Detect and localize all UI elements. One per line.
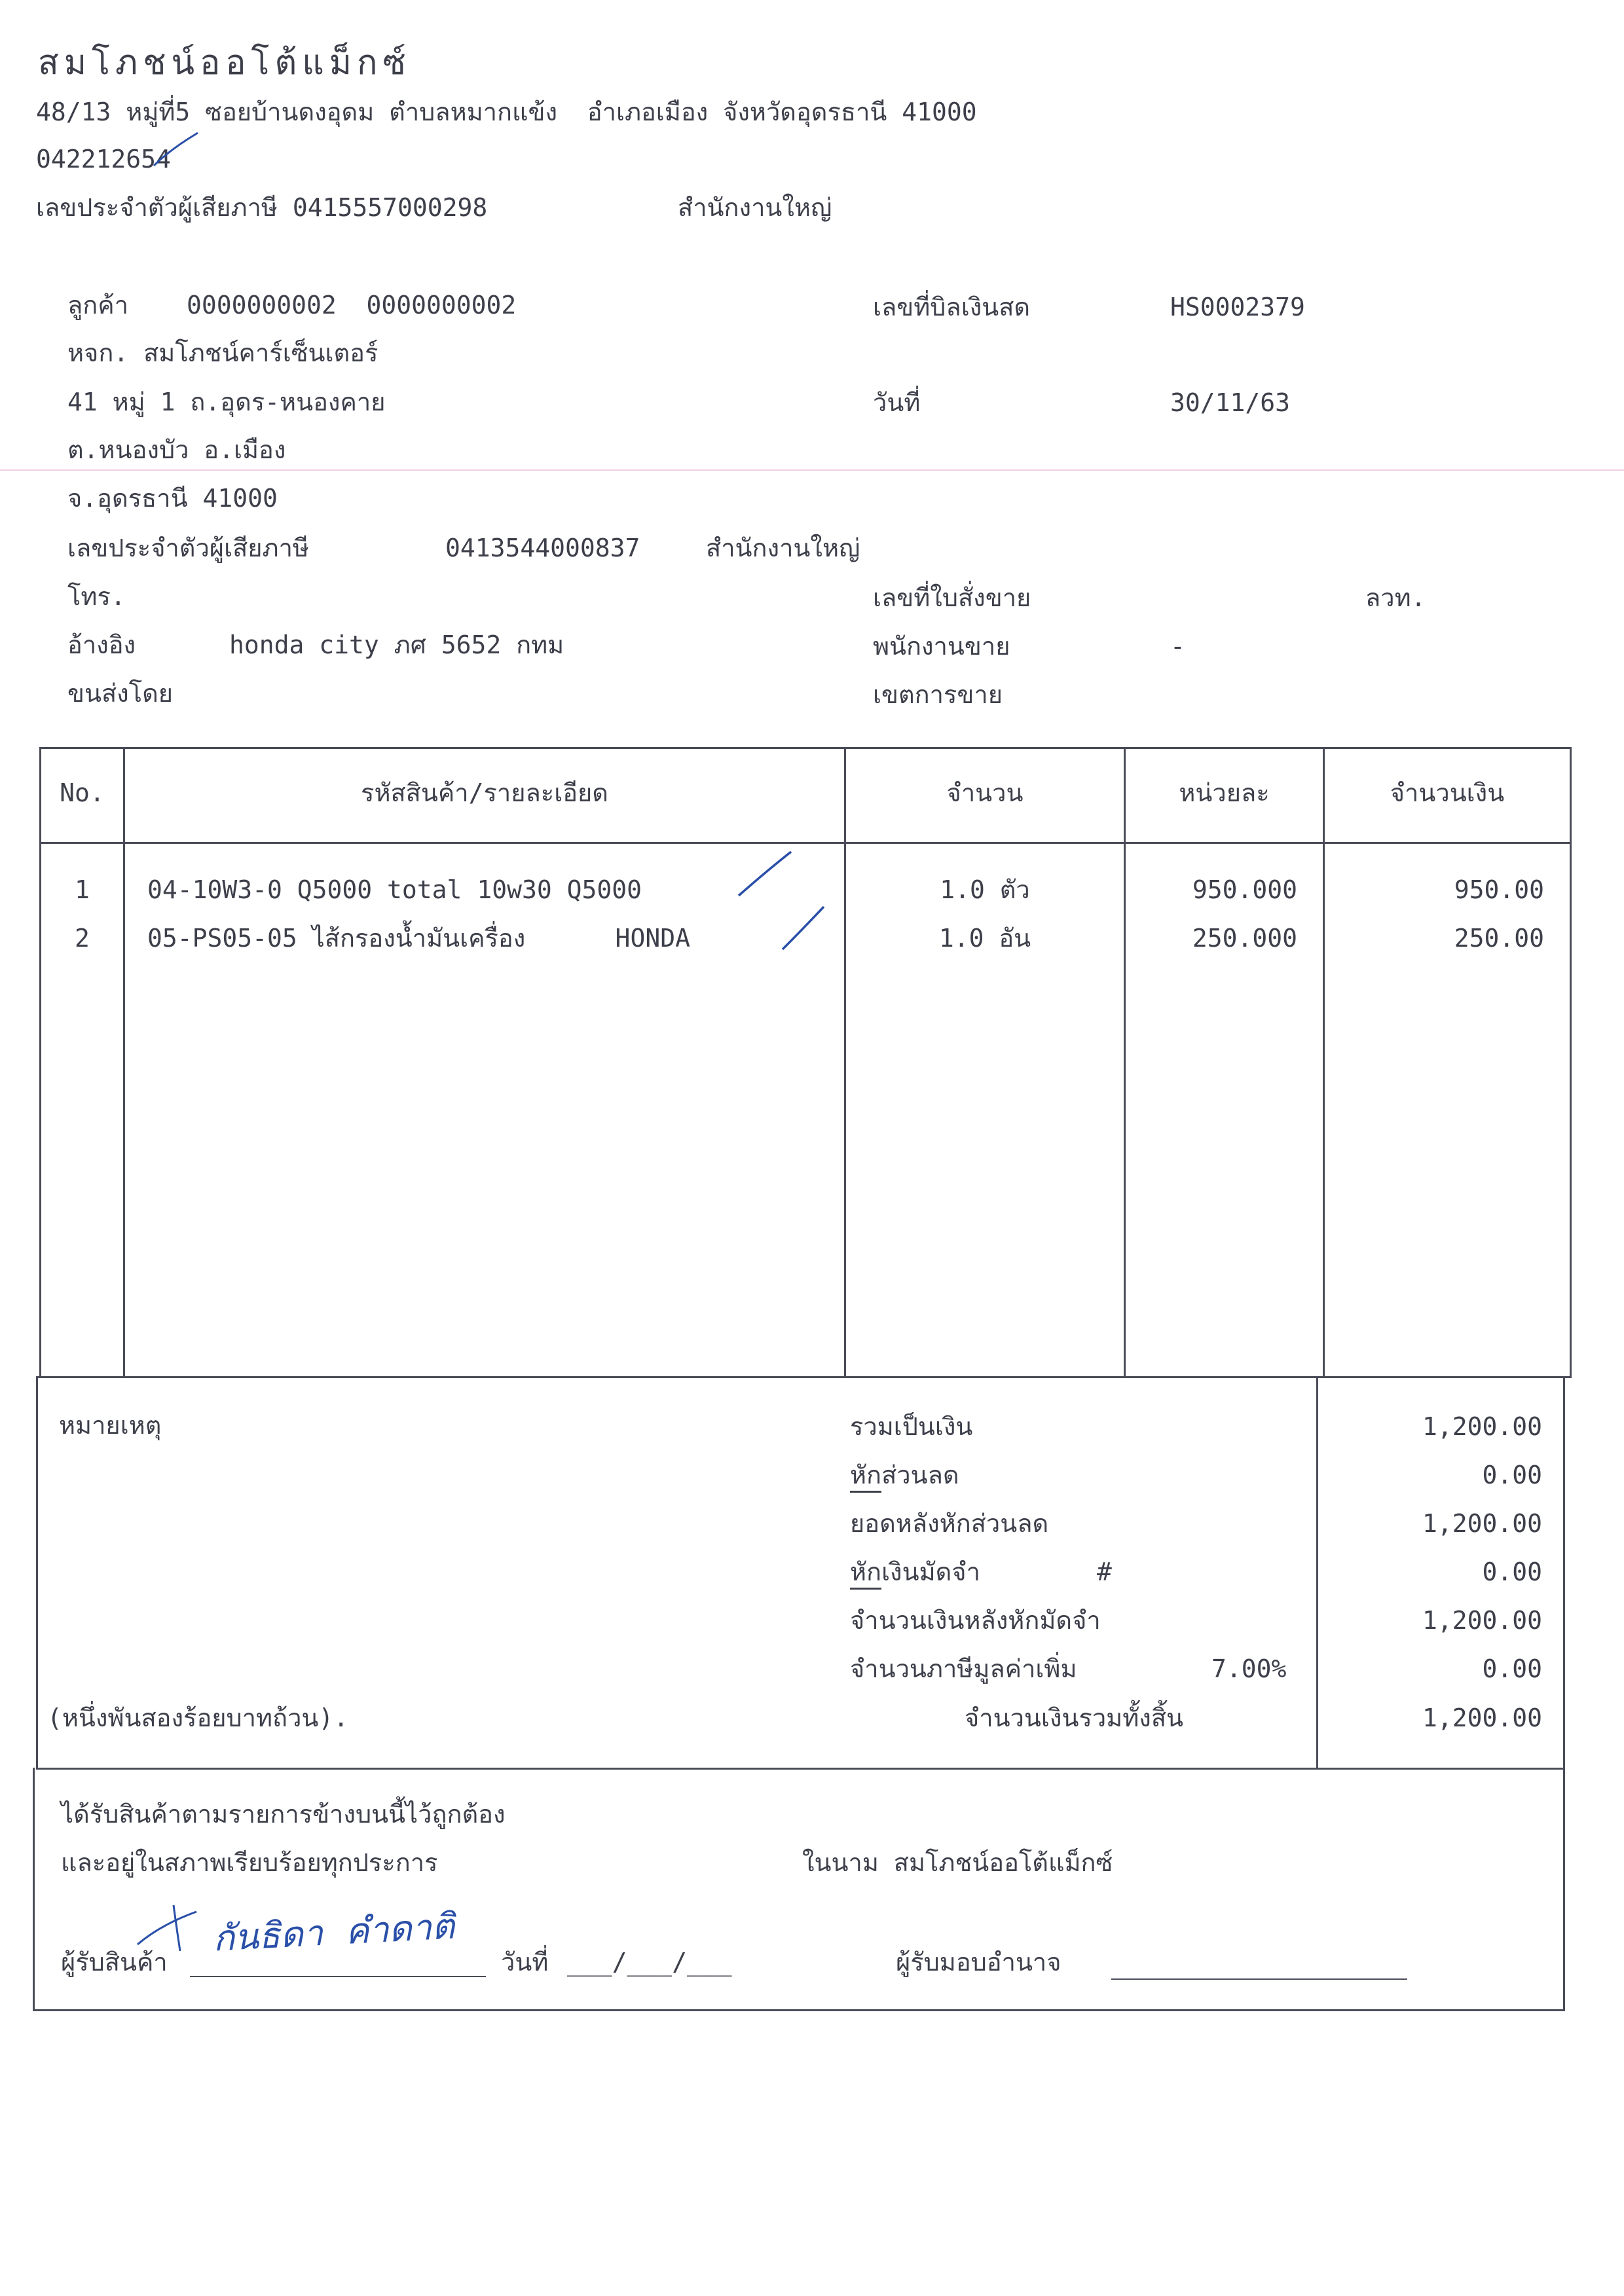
footer-border-bottom bbox=[33, 2009, 1565, 2011]
received-line-1: ได้รับสินค้าตามรายการข้างบนนี้ไว้ถูกต้อง bbox=[61, 1800, 506, 1829]
summary-label-after-deposit: จำนวนเงินหลังหักมัดจำ bbox=[850, 1606, 1101, 1635]
summary-border-bottom bbox=[36, 1768, 1565, 1770]
table-header-divider bbox=[39, 842, 1572, 844]
summary-label-vat: จำนวนภาษีมูลค่าเพิ่ม bbox=[850, 1654, 1077, 1683]
table-border-top bbox=[39, 747, 1572, 749]
bill-number: HS0002379 bbox=[1170, 293, 1305, 321]
sales-area-label: เขตการขาย bbox=[873, 680, 1003, 709]
customer-label: ลูกค้า bbox=[67, 291, 129, 319]
customer-address-1: 41 หมู่ 1 ถ.อุดร-หนองคาย bbox=[67, 388, 386, 416]
check-mark-row-2 bbox=[779, 903, 832, 956]
on-behalf-of: ในนาม สมโภชน์ออโต้แม็กซ์ bbox=[802, 1848, 1113, 1877]
row-description: 05-PS05-05 ไส้กรองน้ำมันเครื่อง HONDA bbox=[147, 924, 690, 953]
summary-label-after-discount: ยอดหลังหักส่วนลด bbox=[850, 1509, 1049, 1538]
summary-deposit-hash: # bbox=[1097, 1558, 1112, 1586]
summary-label-discount: หักส่วนลด bbox=[850, 1463, 959, 1487]
customer-tax-id: 0413544000837 bbox=[445, 534, 640, 562]
bill-date-label: วันที่ bbox=[873, 388, 921, 417]
remark-label: หมายเหตุ bbox=[59, 1411, 162, 1440]
authorized-signature-line bbox=[1111, 1978, 1407, 1980]
row-quantity: 1.0 ตัว bbox=[940, 875, 1030, 904]
summary-value-deposit: 0.00 bbox=[1482, 1558, 1542, 1586]
row-amount: 250.00 bbox=[1454, 924, 1544, 953]
customer-address-2: ต.หนองบัว อ.เมือง bbox=[67, 435, 286, 464]
company-tax-id: เลขประจำตัวผู้เสียภาษี 0415557000298 bbox=[36, 193, 488, 222]
received-line-2: และอยู่ในสภาพเรียบร้อยทุกประการ bbox=[61, 1848, 438, 1877]
bill-number-label: เลขที่บิลเงินสด bbox=[873, 293, 1031, 321]
header-unit-price: หน่วยละ bbox=[1179, 778, 1270, 807]
company-address: 48/13 หมู่ที่5 ซอยบ้านดงอุดม ตำบลหมากแข้ง อำเภอเมือง จังหวัดอุดรธานี 41000 bbox=[36, 98, 977, 126]
salesperson-value: - bbox=[1170, 632, 1185, 661]
sales-order-note: ลวท. bbox=[1365, 583, 1426, 612]
row-description: 04-10W3-0 Q5000 total 10w30 Q5000 bbox=[147, 875, 642, 904]
header-amount: จำนวนเงิน bbox=[1390, 778, 1505, 807]
summary-border-right bbox=[1563, 1376, 1565, 1769]
scan-artifact-line bbox=[0, 469, 1624, 471]
summary-label-subtotal: รวมเป็นเงิน bbox=[850, 1412, 973, 1441]
amount-in-words: (หนึ่งพันสองร้อยบาทถ้วน). bbox=[47, 1704, 349, 1732]
summary-value-subtotal: 1,200.00 bbox=[1422, 1412, 1542, 1441]
shipping-label: ขนส่งโดย bbox=[67, 679, 174, 708]
customer-address-3: จ.อุดรธานี 41000 bbox=[67, 484, 278, 513]
row-no: 1 bbox=[75, 875, 90, 904]
receive-date-label: วันที่ bbox=[501, 1948, 549, 1977]
reference-label: อ้างอิง bbox=[67, 630, 136, 659]
receive-date-blank: ___/___/___ bbox=[567, 1948, 732, 1977]
table-border-left bbox=[39, 747, 41, 1378]
footer-border-left bbox=[33, 1768, 35, 2011]
receiver-signature-line bbox=[190, 1976, 486, 1977]
table-border-right bbox=[1570, 747, 1572, 1378]
customer-tax-label: เลขประจำตัวผู้เสียภาษี bbox=[67, 534, 309, 562]
pen-stroke-mark bbox=[151, 130, 203, 169]
bill-date: 30/11/63 bbox=[1170, 388, 1291, 417]
table-col-divider-2 bbox=[844, 747, 846, 1378]
table-col-divider-3 bbox=[1124, 747, 1126, 1378]
row-no: 2 bbox=[75, 924, 90, 953]
header-no: No. bbox=[60, 778, 105, 807]
salesperson-label: พนักงานขาย bbox=[873, 632, 1010, 661]
table-border-bottom bbox=[36, 1376, 1572, 1378]
check-mark-row-1 bbox=[733, 848, 799, 901]
authorized-label: ผู้รับมอบอำนาจ bbox=[896, 1948, 1061, 1977]
customer-phone-label: โทร. bbox=[67, 582, 126, 611]
company-phone: 042212654 bbox=[36, 145, 171, 173]
table-col-divider-1 bbox=[123, 747, 125, 1378]
header-quantity: จำนวน bbox=[946, 778, 1024, 807]
row-unit-price: 950.000 bbox=[1192, 875, 1297, 904]
summary-border-left bbox=[36, 1376, 38, 1769]
header-description: รหัสสินค้า/รายละเอียด bbox=[361, 778, 608, 807]
row-unit-price: 250.000 bbox=[1192, 924, 1297, 953]
summary-value-grand-total: 1,200.00 bbox=[1422, 1704, 1542, 1732]
customer-name: หจก. สมโภชน์คาร์เซ็นเตอร์ bbox=[67, 338, 378, 367]
row-amount: 950.00 bbox=[1454, 875, 1544, 904]
summary-value-after-discount: 1,200.00 bbox=[1422, 1509, 1542, 1538]
receiver-signature: กันธิดา คำดาติ bbox=[212, 1905, 456, 1959]
signature-flourish bbox=[134, 1899, 213, 1958]
row-quantity: 1.0 อัน bbox=[938, 924, 1031, 953]
table-col-divider-4 bbox=[1323, 747, 1325, 1378]
receiver-label: ผู้รับสินค้า bbox=[61, 1948, 168, 1977]
sales-order-label: เลขที่ใบสั่งขาย bbox=[873, 583, 1031, 612]
summary-label-deposit: หักเงินมัดจำ bbox=[850, 1559, 980, 1584]
summary-label-grand-total: จำนวนเงินรวมทั้งสิ้น bbox=[965, 1704, 1183, 1732]
summary-vat-rate: 7.00% bbox=[1211, 1654, 1287, 1683]
footer-border-right bbox=[1563, 1768, 1565, 2011]
customer-code: 0000000002 0000000002 bbox=[187, 291, 517, 319]
reference-value: honda city ภศ 5652 กทม bbox=[229, 630, 564, 659]
customer-branch: สำนักงานใหญ่ bbox=[706, 534, 860, 562]
summary-value-discount: 0.00 bbox=[1482, 1461, 1542, 1489]
company-branch: สำนักงานใหญ่ bbox=[678, 193, 832, 222]
company-name: สมโภชน์ออโต้แม็กซ์ bbox=[38, 43, 411, 82]
summary-value-after-deposit: 1,200.00 bbox=[1422, 1606, 1542, 1635]
summary-value-vat: 0.00 bbox=[1482, 1654, 1542, 1683]
